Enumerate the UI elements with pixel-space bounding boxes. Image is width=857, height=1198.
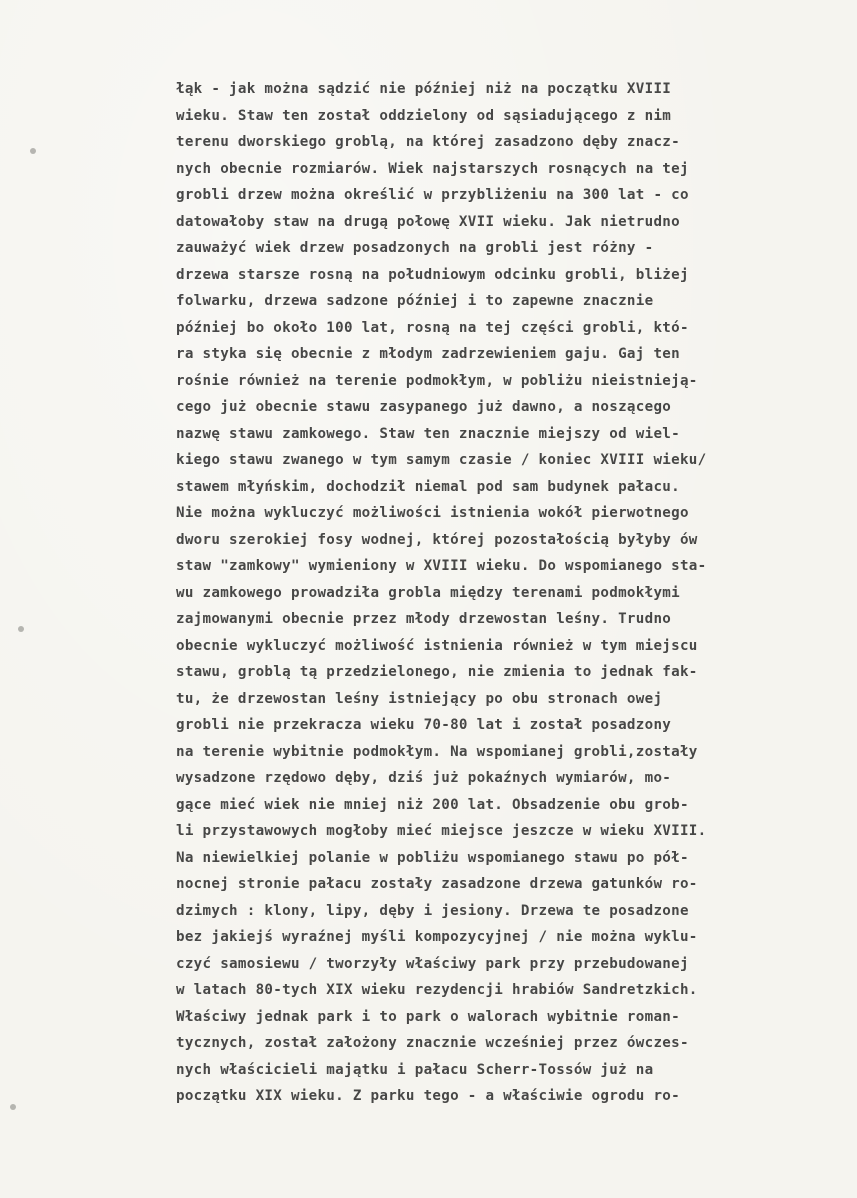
text-line: drzewa starsze rosną na południowym odcinku grobli, bliżej bbox=[176, 266, 689, 283]
text-line: ra styka się obecnie z młodym zadrzewieniem gaju. Gaj ten bbox=[176, 346, 680, 362]
text-line: wu zamkowego prowadziła grobla między terenami podmokłymi bbox=[176, 584, 680, 601]
text-line: stawem młyńskim, dochodził niemal pod sam budynek pałacu. bbox=[176, 478, 680, 495]
text-line: na terenie wybitnie podmokłym. Na wspomianej grobli,zostały bbox=[176, 743, 698, 760]
text-line: kiego stawu zwanego w tym samym czasie / koniec XVIII wieku/ bbox=[176, 452, 707, 468]
text-line: w latach 80-tych XIX wieku rezydencji hrabiów Sandretzkich. bbox=[176, 982, 698, 998]
text-line: tycznych, został założony znacznie wcześniej przez ówczes- bbox=[176, 1035, 689, 1051]
text-line: cego już obecnie stawu zasypanego już dawno, a noszącego bbox=[176, 399, 672, 415]
text-line: datowałoby staw na drugą połowę XVII wieku. Jak nietrudno bbox=[176, 213, 680, 230]
text-line: wieku. Staw ten został oddzielony od sąsiadującego z nim bbox=[176, 107, 672, 124]
punch-hole-mark bbox=[18, 626, 24, 632]
text-line: łąk - jak można sądzić nie później niż na początku XVIII bbox=[176, 81, 672, 97]
text-line: folwarku, drzewa sadzone później i to zapewne znacznie bbox=[176, 293, 654, 309]
text-line: gące mieć wiek nie mniej niż 200 lat. Obsadzenie obu grob- bbox=[176, 796, 689, 813]
text-line: później bo około 100 lat, rosną na tej części grobli, któ- bbox=[176, 319, 689, 336]
text-line: czyć samosiewu / tworzyły właściwy park przy przebudowanej bbox=[176, 955, 689, 972]
text-line: Na niewielkiej polanie w pobliżu wspomianego stawu po pół- bbox=[176, 849, 689, 866]
text-line: obecnie wykluczyć możliwość istnienia również w tym miejscu bbox=[176, 637, 698, 654]
text-line: grobli drzew można określić w przybliżeniu na 300 lat - co bbox=[176, 187, 689, 203]
text-line: nych właścicieli majątku i pałacu Scherr-Tossów już na bbox=[176, 1061, 654, 1078]
text-line: nocnej stronie pałacu zostały zasadzone drzewa gatunków ro- bbox=[176, 876, 698, 892]
text-line: początku XIX wieku. Z parku tego - a właściwie ogrodu ro- bbox=[176, 1088, 680, 1104]
text-line: Nie można wykluczyć możliwości istnienia wokół pierwotnego bbox=[176, 505, 689, 521]
text-line: grobli nie przekracza wieku 70-80 lat i został posadzony bbox=[176, 717, 672, 733]
text-line: rośnie również na terenie podmokłym, w pobliżu nieistnieją- bbox=[176, 372, 698, 389]
text-line: tu, że drzewostan leśny istniejący po obu stronach owej bbox=[176, 690, 663, 707]
text-line: zajmowanymi obecnie przez młody drzewostan leśny. Trudno bbox=[176, 611, 672, 627]
punch-hole-mark bbox=[10, 1104, 16, 1110]
text-line: staw "zamkowy" wymieniony w XVIII wieku. Do wspomianego sta- bbox=[176, 558, 707, 574]
text-line: dworu szerokiej fosy wodnej, której pozostałością byłyby ów bbox=[176, 531, 698, 548]
text-line: terenu dworskiego groblą, na której zasadzono dęby znacz- bbox=[176, 134, 680, 150]
text-line: zauważyć wiek drzew posadzonych na grobli jest różny - bbox=[176, 240, 654, 256]
punch-hole-mark bbox=[30, 148, 36, 154]
text-line: Właściwy jednak park i to park o walorach wybitnie roman- bbox=[176, 1008, 680, 1025]
text-line: dzimych : klony, lipy, dęby i jesiony. Drzewa te posadzone bbox=[176, 902, 689, 919]
text-line: stawu, groblą tą przedzielonego, nie zmienia to jednak fak- bbox=[176, 664, 698, 680]
text-line: wysadzone rzędowo dęby, dziś już pokaźnych wymiarów, mo- bbox=[176, 770, 672, 786]
text-line: nych obecnie rozmiarów. Wiek najstarszych rosnących na tej bbox=[176, 160, 689, 177]
text-line: li przystawowych mogłoby mieć miejsce jeszcze w wieku XVIII. bbox=[176, 823, 707, 839]
typewritten-text bbox=[176, 76, 836, 1110]
text-line: bez jakiejś wyraźnej myśli kompozycyjnej / nie można wyklu- bbox=[176, 929, 698, 945]
text-line: nazwę stawu zamkowego. Staw ten znacznie miejszy od wiel- bbox=[176, 425, 680, 442]
